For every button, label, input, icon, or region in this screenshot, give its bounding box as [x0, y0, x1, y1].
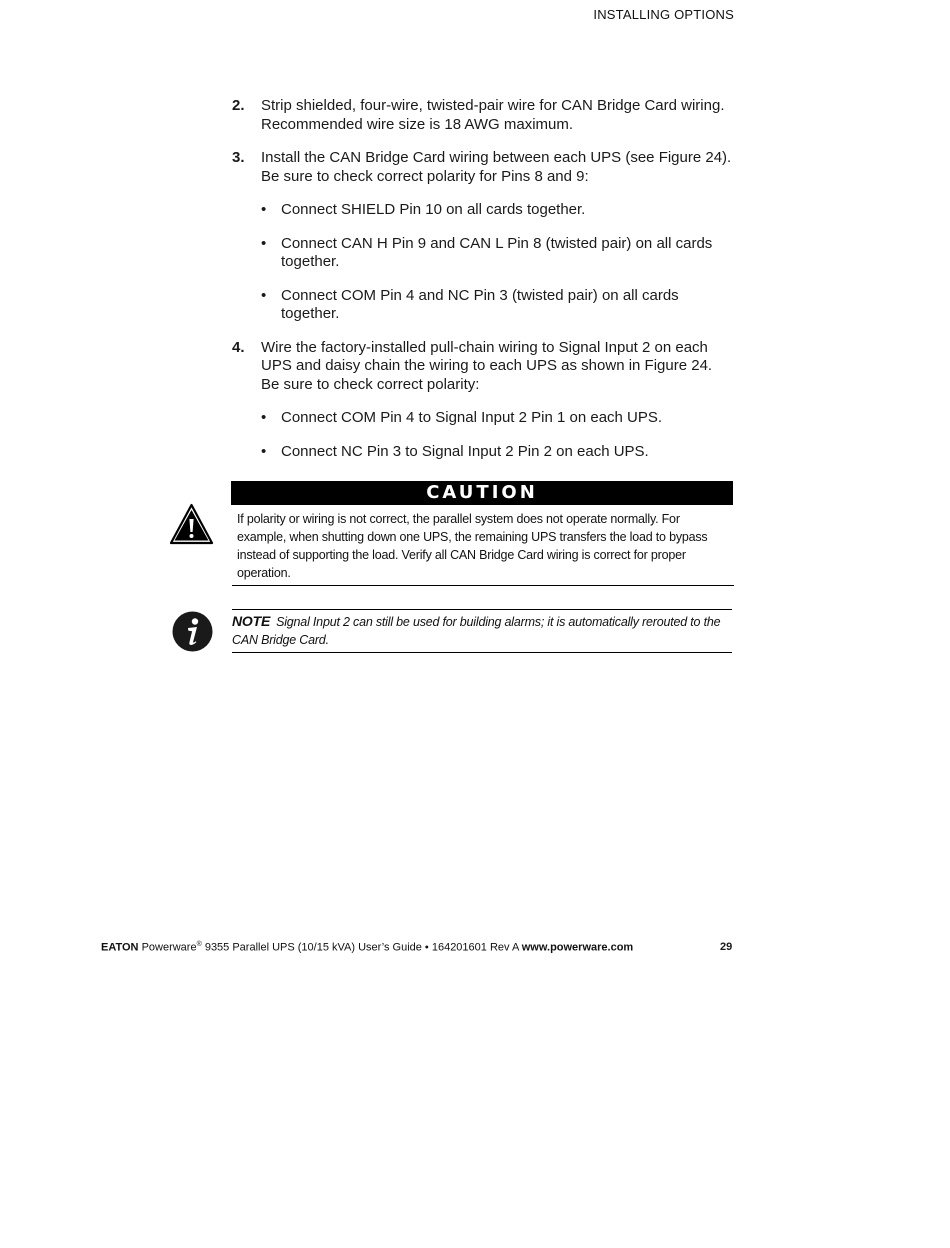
- footer-url: www.powerware.com: [521, 941, 634, 954]
- caution-text: If polarity or wiring is not correct, the parallel system does not operate normally. For example, when shutting down one UPS, the remaining UPS transfers the load to bypass instead of supporting the load. Verify all CAN Bridge Card wiring is correct for proper operation.: [237, 512, 708, 580]
- bullet-icon: •: [261, 201, 267, 218]
- bullet-icon: •: [261, 442, 267, 460]
- note: [232, 612, 730, 649]
- page-number: 29: [720, 941, 733, 953]
- list-item: • Connect CAN H Pin 9 and CAN L Pin 8 (twisted pair) on all cards together.: [261, 234, 713, 270]
- page-footer: [101, 941, 633, 954]
- list-item: • Connect SHIELD Pin 10 on all cards together.: [261, 201, 586, 218]
- step-3-bullets: [261, 201, 734, 324]
- instructions-body: [232, 97, 734, 476]
- step-number: 3.: [232, 149, 245, 166]
- note-text: Signal Input 2 can still be used for building alarms; it is automatically rerouted to the CAN Bridge Card.: [232, 615, 721, 647]
- warning-triangle-icon: [169, 503, 214, 545]
- step-3: [232, 149, 734, 186]
- step-2: [232, 97, 734, 134]
- footer-brand: EATON: [101, 941, 139, 954]
- bullet-icon: •: [261, 286, 267, 304]
- divider: [232, 585, 734, 586]
- step-text: Wire the factory-installed pull-chain wiring to Signal Input 2 on each UPS and daisy chain the wiring to each UPS as shown in Figure 24. Be sure to check correct polarity:: [261, 338, 713, 393]
- list-item: • Connect COM Pin 4 to Signal Input 2 Pin 1 on each UPS.: [261, 409, 663, 426]
- divider: [232, 609, 732, 610]
- list-item: • Connect COM Pin 4 and NC Pin 3 (twisted pair) on all cards together.: [261, 286, 679, 322]
- registered-mark: ®: [196, 941, 202, 948]
- footer-title: 9355 Parallel UPS (10/15 kVA) User’s Guide • 164201601 Rev A: [201, 941, 522, 954]
- caution-title: CAUTION: [231, 481, 733, 505]
- step-number: 4.: [232, 338, 245, 356]
- step-text: Install the CAN Bridge Card wiring between each UPS (see Figure 24). Be sure to check correct polarity for Pins 8 and 9:: [261, 149, 732, 185]
- note-label: NOTE: [232, 613, 271, 629]
- section-header: INSTALLING OPTIONS: [593, 7, 734, 22]
- divider: [232, 652, 732, 653]
- step-number: 2.: [232, 97, 245, 114]
- footer-product: Powerware: [141, 941, 197, 954]
- step-text: Strip shielded, four-wire, twisted-pair wire for CAN Bridge Card wiring. Recommended wire size is 18 AWG maximum.: [261, 97, 725, 133]
- step-4-bullets: [261, 409, 734, 461]
- step-4: [232, 339, 734, 395]
- bullet-icon: •: [261, 234, 267, 252]
- list-item: • Connect NC Pin 3 to Signal Input 2 Pin 2 on each UPS.: [261, 442, 649, 460]
- info-icon: [172, 611, 213, 652]
- bullet-icon: •: [261, 409, 267, 426]
